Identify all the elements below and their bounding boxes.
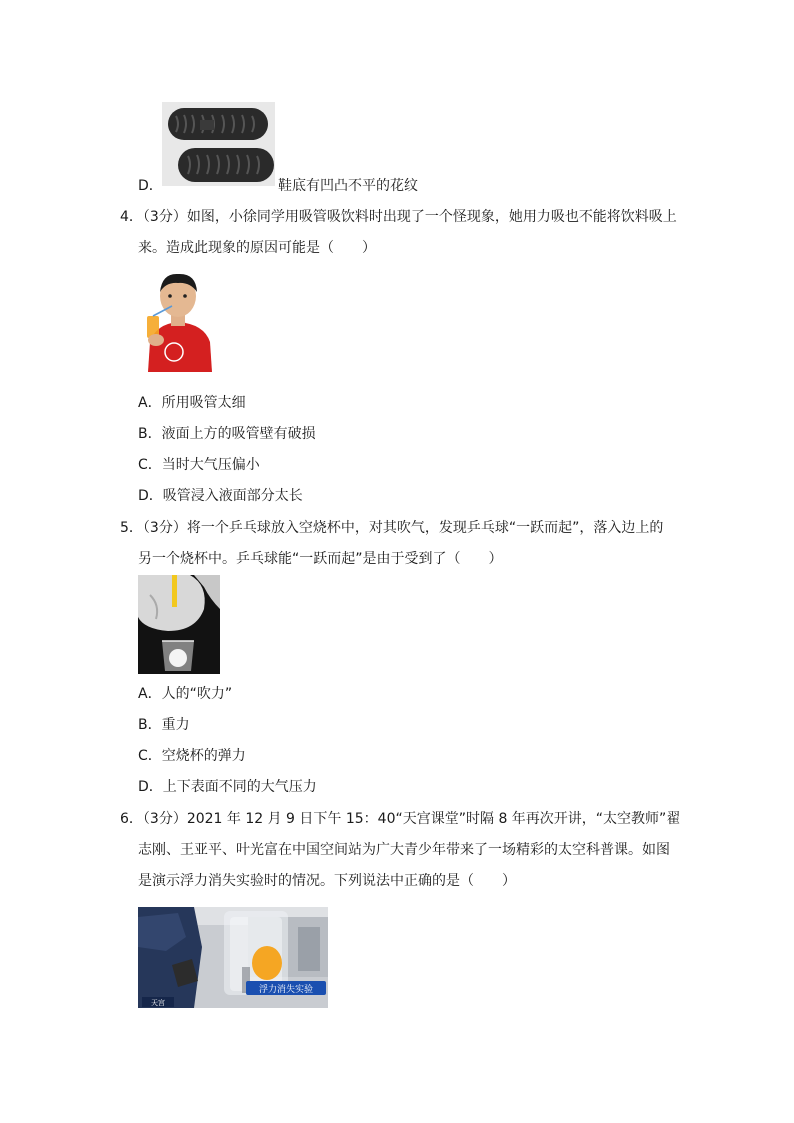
q4-option-b: B．液面上方的吸管壁有破损 [138, 426, 316, 442]
q3-option-d-label: D． [138, 178, 163, 194]
q4-option-a: A．所用吸管太细 [138, 395, 246, 411]
q5-option-d: D．上下表面不同的大气压力 [138, 779, 317, 795]
q6-stem-line3: 是演示浮力消失实验时的情况。下列说法中正确的是（ ） [138, 873, 516, 889]
q5-option-c: C．空烧杯的弹力 [138, 748, 246, 764]
q6-stem-line2: 志刚、王亚平、叶光富在中国空间站为广大青少年带来了一场精彩的太空科普课。如图 [138, 842, 670, 858]
q6-corner-text: 天宫 [151, 999, 165, 1007]
ping-pong-beaker-figure [138, 575, 220, 674]
q4-option-d: D．吸管浸入液面部分太长 [138, 488, 303, 504]
space-lab-buoyancy-figure [138, 907, 328, 1008]
q3-option-d-text: 鞋底有凹凸不平的花纹 [278, 178, 418, 194]
q5-option-b: B．重力 [138, 717, 190, 733]
q5-option-a: A．人的“吹力” [138, 686, 233, 702]
q4-stem-line1: 4．（3分）如图，小徐同学用吸管吸饮料时出现了一个怪现象，她用力吸也不能将饮料吸上 [120, 209, 677, 225]
q5-stem-line2: 另一个烧杯中。乒乓球能“一跃而起”是由于受到了（ ） [138, 551, 503, 567]
q6-stem-line1: 6．（3分）2021 年 12 月 9 日下午 15：40“天宫课堂”时隔 8 年再次开讲，“太空教师”翟 [120, 811, 681, 827]
shoe-sole-figure [162, 102, 275, 186]
q4-stem-line2: 来。造成此现象的原因可能是（ ） [138, 240, 376, 256]
q5-stem-line1: 5．（3分）将一个乒乓球放入空烧杯中，对其吹气，发现乒乓球“一跃而起”，落入边上的 [120, 520, 664, 536]
q6-banner-text: 浮力消失实验 [258, 985, 314, 995]
boy-drinking-figure [142, 270, 214, 372]
q4-option-c: C．当时大气压偏小 [138, 457, 260, 473]
